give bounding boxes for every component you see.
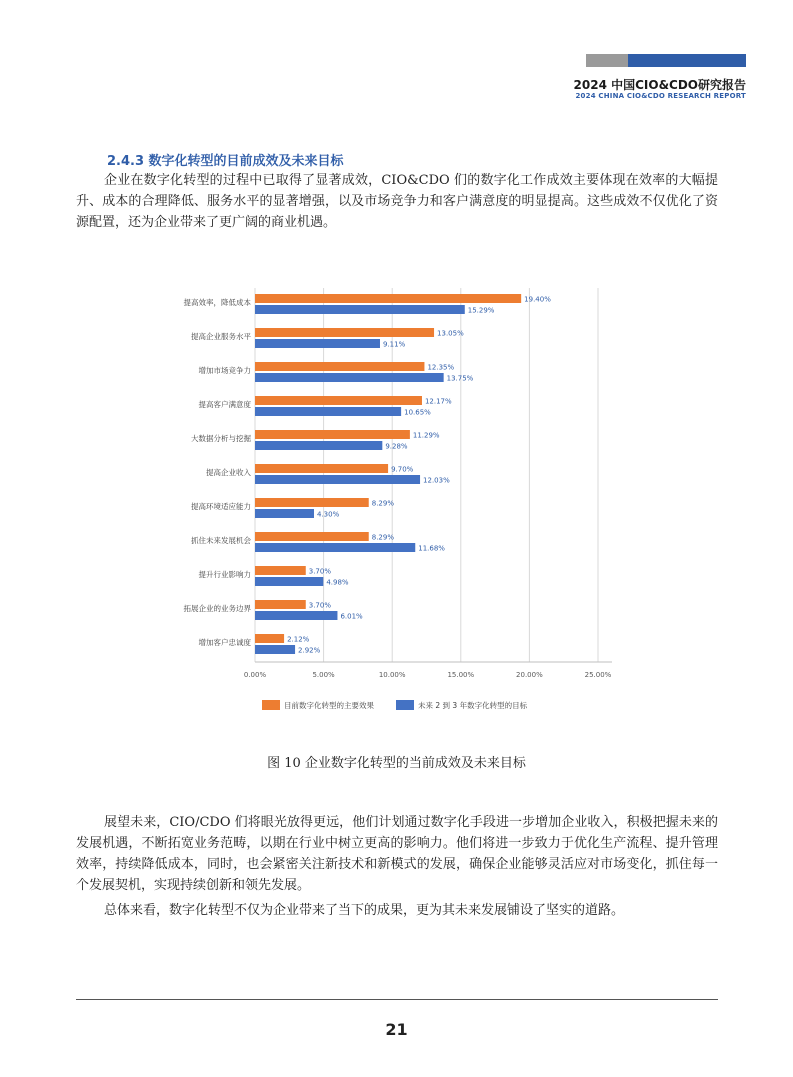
bar-current-effect [255, 600, 306, 609]
data-label-current: 8.29% [371, 533, 394, 542]
legend-swatch-current [262, 700, 280, 710]
header-accent-blue [628, 54, 746, 67]
bar-current-effect [255, 566, 306, 575]
x-tick-label: 25.00% [584, 671, 612, 679]
legend-label-future: 未来 2 到 3 年数字化转型的目标 [418, 701, 528, 710]
category-label: 提高企业服务水平 [191, 332, 251, 341]
bar-future-goal [255, 509, 314, 518]
legend-swatch-future [396, 700, 414, 710]
page-number: 21 [385, 1020, 408, 1039]
category-label: 提升行业影响力 [198, 570, 251, 579]
legend-label-current: 目前数字化转型的主要效果 [284, 701, 374, 710]
data-label-current: 2.12% [287, 635, 310, 644]
figure-caption: 图 10 企业数字化转型的当前成效及未来目标 [267, 756, 526, 771]
data-label-current: 19.40% [524, 295, 551, 304]
category-label: 提高环境适应能力 [191, 502, 251, 511]
bar-current-effect [255, 396, 422, 405]
data-label-future: 4.98% [326, 578, 349, 587]
effects-bar-chart [150, 280, 630, 720]
bar-future-goal [255, 577, 323, 586]
bar-future-goal [255, 543, 415, 552]
data-label-future: 4.30% [316, 510, 340, 519]
bar-current-effect [255, 362, 424, 371]
x-tick-label: 10.00% [378, 671, 406, 679]
category-label: 大数据分析与挖掘 [191, 434, 251, 443]
data-label-future: 6.01% [340, 612, 363, 621]
report-title: 2024 中国CIO&CDO研究报告 [573, 78, 746, 92]
bar-future-goal [255, 645, 295, 654]
data-label-current: 13.05% [437, 329, 464, 338]
summary-paragraph: 总体来看，数字化转型不仅为企业带来了当下的成果，更为其未来发展铺设了坚实的道路。 [104, 903, 625, 918]
bar-current-effect [255, 634, 284, 643]
category-label: 提高企业收入 [206, 468, 251, 477]
bar-current-effect [255, 464, 388, 473]
category-label: 提高客户满意度 [198, 400, 251, 409]
x-tick-label: 0.00% [243, 671, 267, 679]
bar-future-goal [255, 339, 380, 348]
bar-future-goal [255, 373, 444, 382]
x-tick-label: 20.00% [516, 671, 543, 679]
data-label-future: 9.11% [382, 340, 406, 349]
data-label-future: 2.92% [298, 646, 321, 655]
category-label: 拓展企业的业务边界 [183, 604, 251, 613]
data-label-current: 11.29% [412, 431, 440, 440]
data-label-current: 3.70% [308, 601, 332, 610]
data-label-future: 12.03% [423, 476, 450, 485]
data-label-current: 8.29% [371, 499, 394, 508]
data-label-current: 3.70% [308, 567, 332, 576]
data-label-future: 11.68% [418, 544, 445, 553]
bar-future-goal [255, 305, 465, 314]
category-label: 增加市场竞争力 [198, 366, 251, 375]
x-tick-label: 5.00% [312, 671, 335, 679]
data-label-future: 10.65% [404, 408, 431, 417]
bar-current-effect [255, 498, 369, 507]
outlook-paragraph: 展望未来，CIO/CDO 们将眼光放得更远，他们计划通过数字化手段进一步增加企业收入，积极把握未来的发展机遇，不断拓宽业务范畴，以期在行业中树立更高的影响力。他们将进一步致力于优化生产流程、提升管理效率，持续降低成本，同时，也会紧密关注新技术和新模式的发展，确保企业能够灵活应对市场变化，抓住每一个发展契机，实现持续创新和领先发展。 [76, 815, 718, 893]
data-label-future: 13.75% [446, 374, 474, 383]
bar-future-goal [255, 611, 337, 620]
category-label: 增加客户忠诚度 [198, 638, 251, 647]
data-label-current: 9.70% [391, 465, 414, 474]
report-subtitle: 2024 CHINA CIO&CDO RESEARCH REPORT [575, 92, 746, 100]
bar-future-goal [255, 407, 401, 416]
intro-paragraph: 企业在数字化转型的过程中已取得了显著成效，CIO&CDO 们的数字化工作成效主要体现在效率的大幅提升、成本的合理降低、服务水平的显著增强，以及市场竞争力和客户满意度的明显提高。这些成效不仅优化了资源配置，还为企业带来了更广阔的商业机遇。 [76, 173, 718, 230]
data-label-future: 9.28% [385, 442, 408, 451]
header-accent-gray [586, 54, 628, 67]
bar-current-effect [255, 294, 521, 303]
data-label-future: 15.29% [467, 306, 495, 315]
bar-current-effect [255, 430, 410, 439]
category-label: 提高效率，降低成本 [183, 298, 251, 307]
bar-future-goal [255, 475, 420, 484]
section-title: 2.4.3 数字化转型的目前成效及未来目标 [107, 154, 344, 169]
bar-future-goal [255, 441, 382, 450]
footer-divider [76, 999, 718, 1000]
data-label-current: 12.35% [427, 363, 455, 372]
bar-current-effect [255, 532, 369, 541]
bar-current-effect [255, 328, 434, 337]
category-label: 抓住未来发展机会 [191, 536, 251, 545]
data-label-current: 12.17% [424, 397, 452, 406]
x-tick-label: 15.00% [447, 671, 475, 679]
